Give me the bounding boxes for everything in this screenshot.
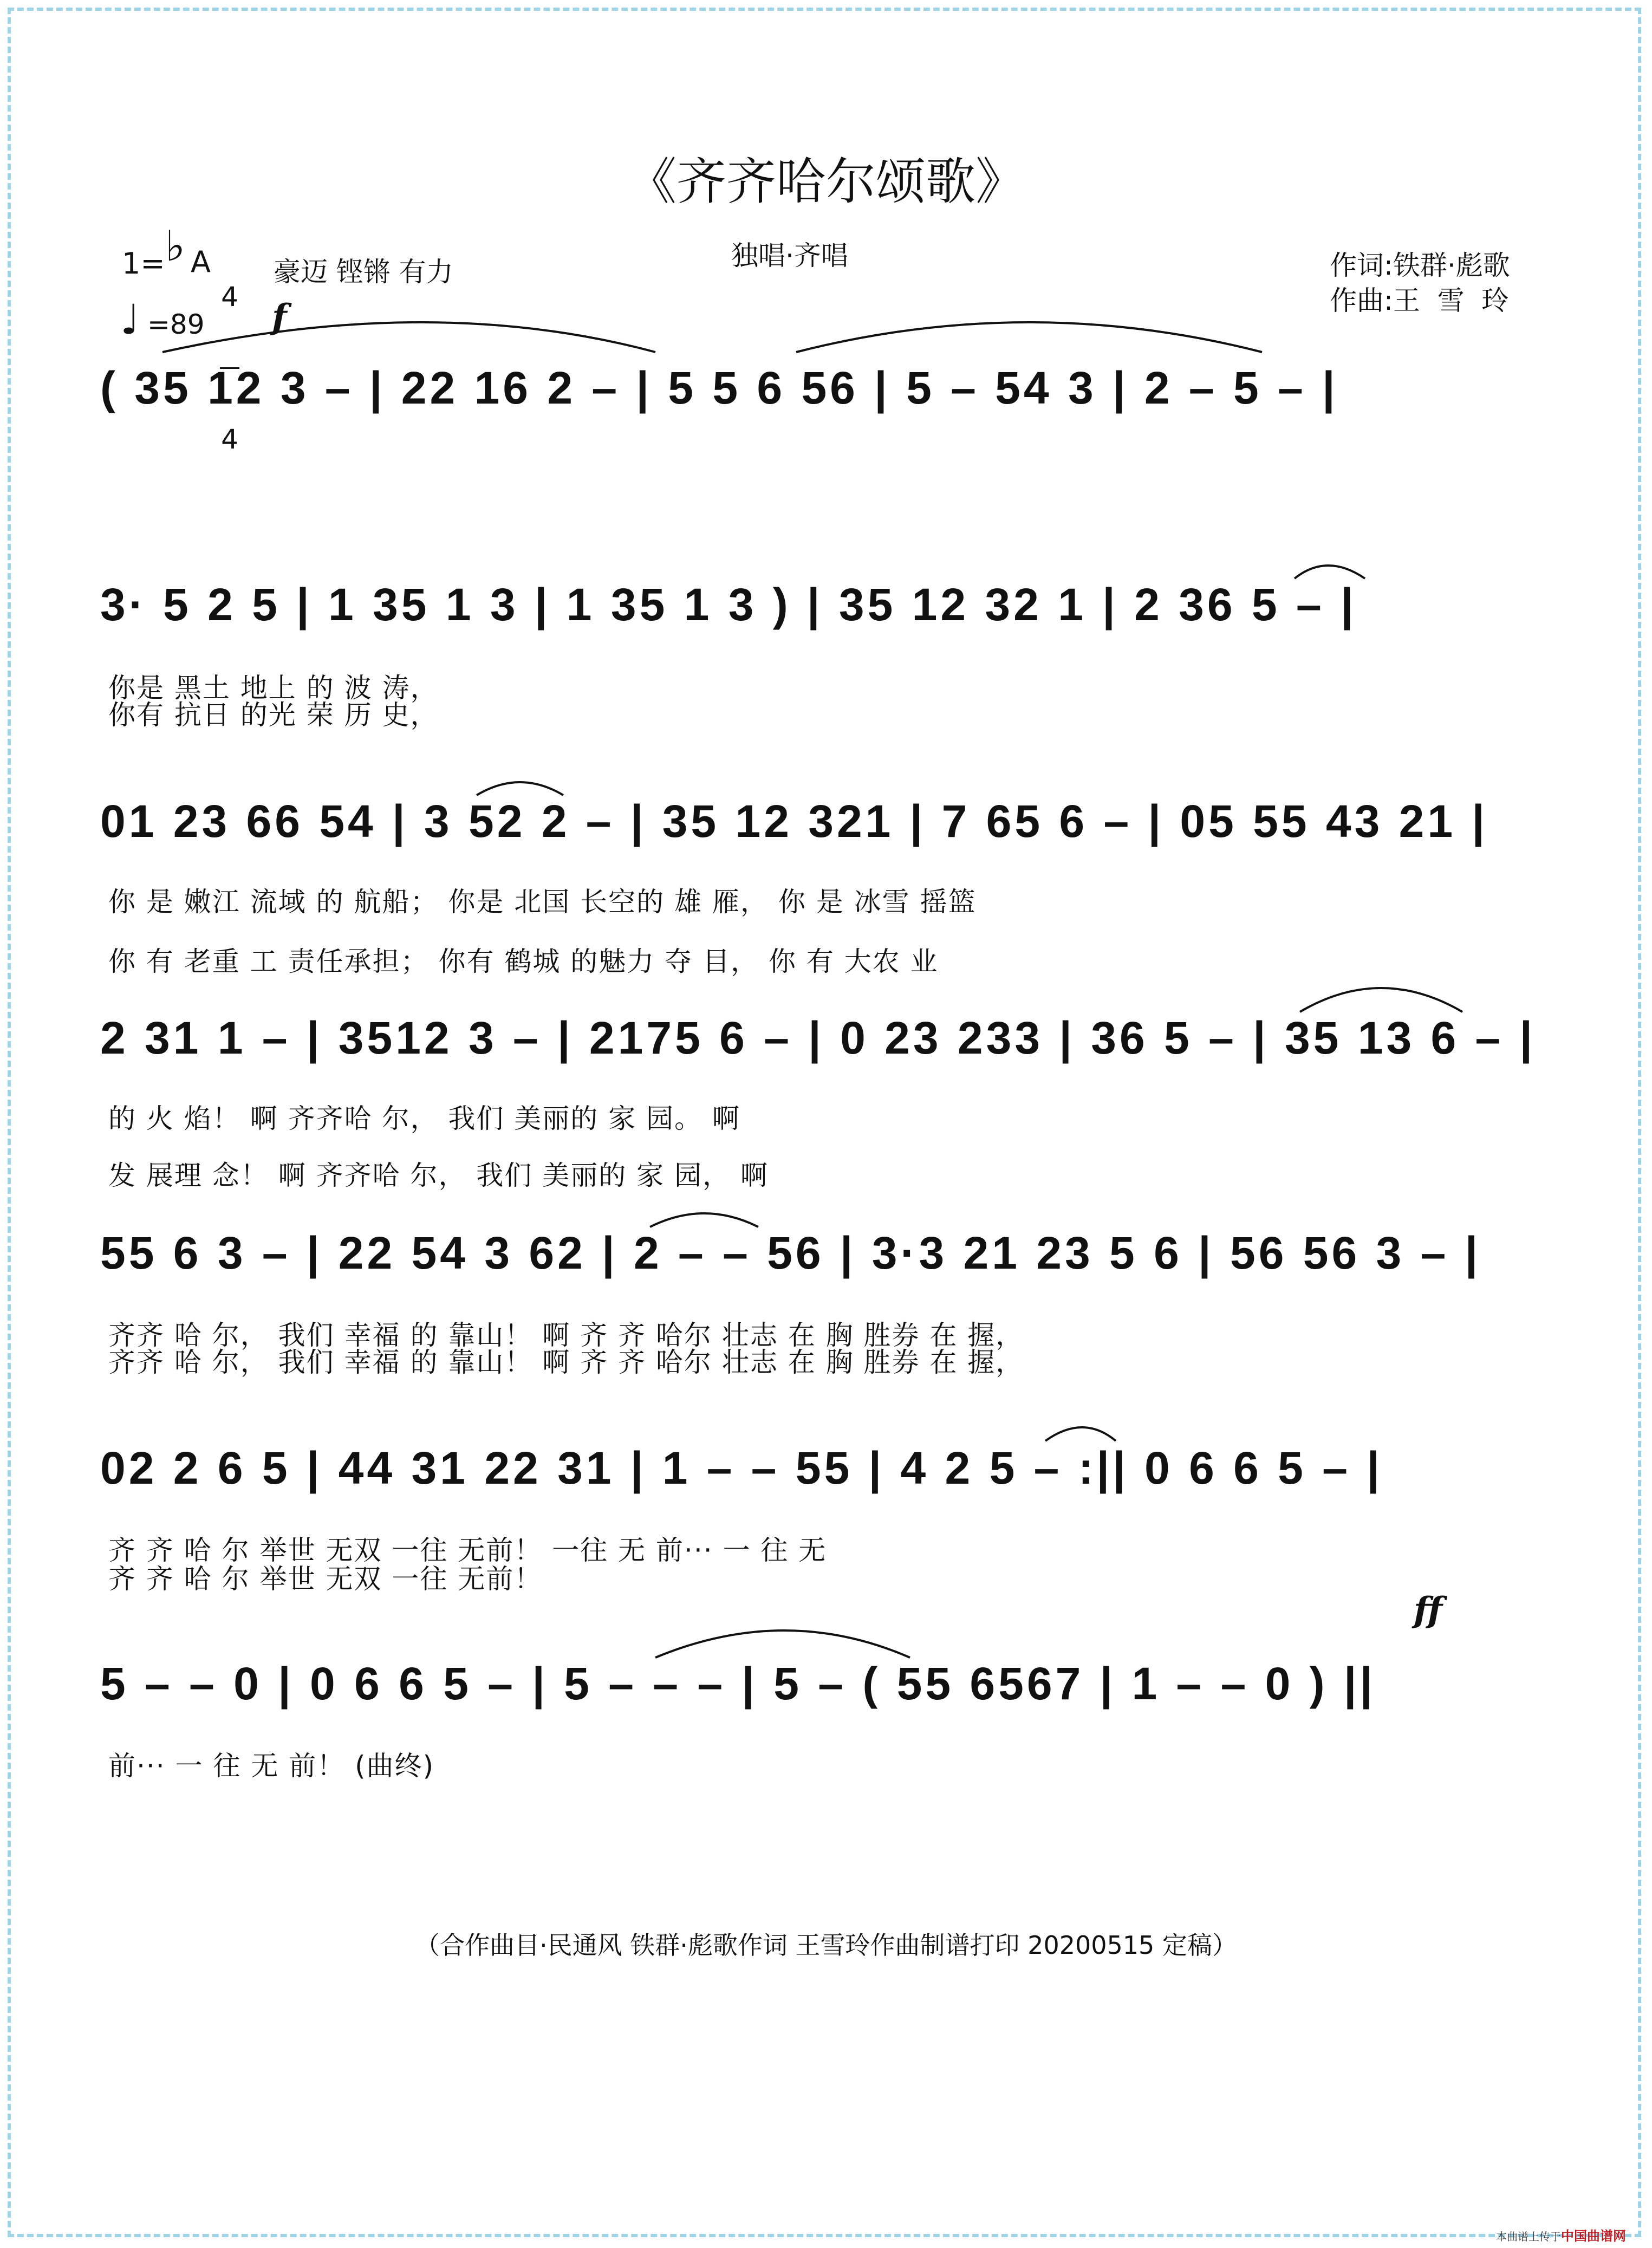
song-title: 《齐齐哈尔颂歌》 [626,153,1025,211]
lyric-line: 的 火 焰！ 啊 齐齐哈 尔， 我们 美丽的 家 园。 啊 [108,1103,740,1134]
notation-row-7: 5 – – 0 | 0 6 6 5 – | 5 – – – | 5 – ( 55 6567 | 1 – – 0 ) || [100,1658,1376,1709]
slur-curve [650,1213,758,1227]
flat-symbol: ♭ [165,222,185,271]
lyric-line: 前··· 一 往 无 前！ (曲终) [108,1750,435,1782]
notation-row-5: 55 6 3 – | 22 54 3 62 | 2 – – 56 | 3·3 21 23 5 6 | 56 56 3 – | [100,1227,1481,1278]
time-signature-bottom: 4 [221,424,238,455]
notation-row-3: 01 23 66 54 | 3 52 2 – | 35 12 321 | 7 65 6 – | 05 55 43 21 | [100,796,1488,847]
slur-curve [1295,566,1365,579]
expression-marking: 豪迈 铿锵 有力 [274,256,453,288]
lyric-line: 齐齐 哈 尔， 我们 幸福 的 靠山！ 啊 齐 齐 哈尔 壮志 在 胸 胜券 在 握， [108,1347,1024,1378]
footer-note: （合作曲目·民通风 铁群·彪歌作词 王雪玲作曲制谱打印 20200515 定稿） [415,1931,1237,1960]
dynamic-forte: f [272,297,287,337]
notation-row-6: 02 2 6 5 | 44 31 22 31 | 1 – – 55 | 4 2 5 – :|| 0 6 6 5 – | [100,1443,1383,1493]
lyric-line: 齐 齐 哈 尔 举世 无双 一往 无前！ 一往 无 前··· 一 往 无 [108,1535,827,1566]
slur-curve [1045,1427,1116,1441]
notation-row-2: 3· 5 2 5 | 1 35 1 3 | 1 35 1 3 ) | 35 12 32 1 | 2 36 5 – | [100,579,1357,630]
notation-row-1: ( 35 12 3 – | 22 16 2 – | 5 5 6 56 | 5 – 54 3 | 2 – 5 – | [100,362,1338,413]
quarter-note-icon: ♩ [120,295,140,343]
lyric-line: 发 展理 念！ 啊 齐齐哈 尔， 我们 美丽的 家 园， 啊 [108,1160,769,1191]
lyric-line: 你 有 老重 工 责任承担； 你有 鹤城 的魅力 夺 目， 你 有 大农 业 [108,946,939,977]
lyricist-credit: 作词:铁群·彪歌 [1330,250,1510,281]
lyric-line: 你是 黑土 地上 的 波 涛， [108,672,439,704]
time-signature-top: 4 [221,281,238,313]
logo-prefix: 本曲谱上传于 [1496,2230,1561,2243]
lyric-line: 你 是 嫩江 流域 的 航船； 你是 北国 长空的 雄 雁， 你 是 冰雪 摇篮 [108,886,977,918]
slur-curve [796,322,1262,352]
dynamic-fortissimo: ff [1414,1590,1442,1630]
lyric-line: 齐 齐 哈 尔 举世 无双 一往 无前！ [108,1563,543,1595]
performance-type: 独唱·齐唱 [731,240,848,271]
notation-row-4: 2 31 1 – | 3512 3 – | 2175 6 – | 0 23 233 | 36 5 – | 35 13 6 – | [100,1012,1536,1063]
key-prefix: 1= [122,246,165,281]
slur-curve [655,1630,910,1658]
site-logo [1496,2225,1626,2244]
key-letter: A [191,245,211,279]
logo-name: 中国曲谱网 [1561,2228,1626,2244]
slur-curve [162,322,655,352]
lyric-line: 齐齐 哈 尔， 我们 幸福 的 靠山！ 啊 齐 齐 哈尔 壮志 在 胸 胜券 在 握， [108,1320,1024,1351]
lyric-line: 你有 抗日 的光 荣 历 史， [108,699,439,731]
slur-curve [477,782,563,795]
composer-credit: 作曲:王 雪 玲 [1330,285,1509,316]
slur-curve [1300,988,1462,1012]
tempo-marking: =89 [147,309,205,340]
